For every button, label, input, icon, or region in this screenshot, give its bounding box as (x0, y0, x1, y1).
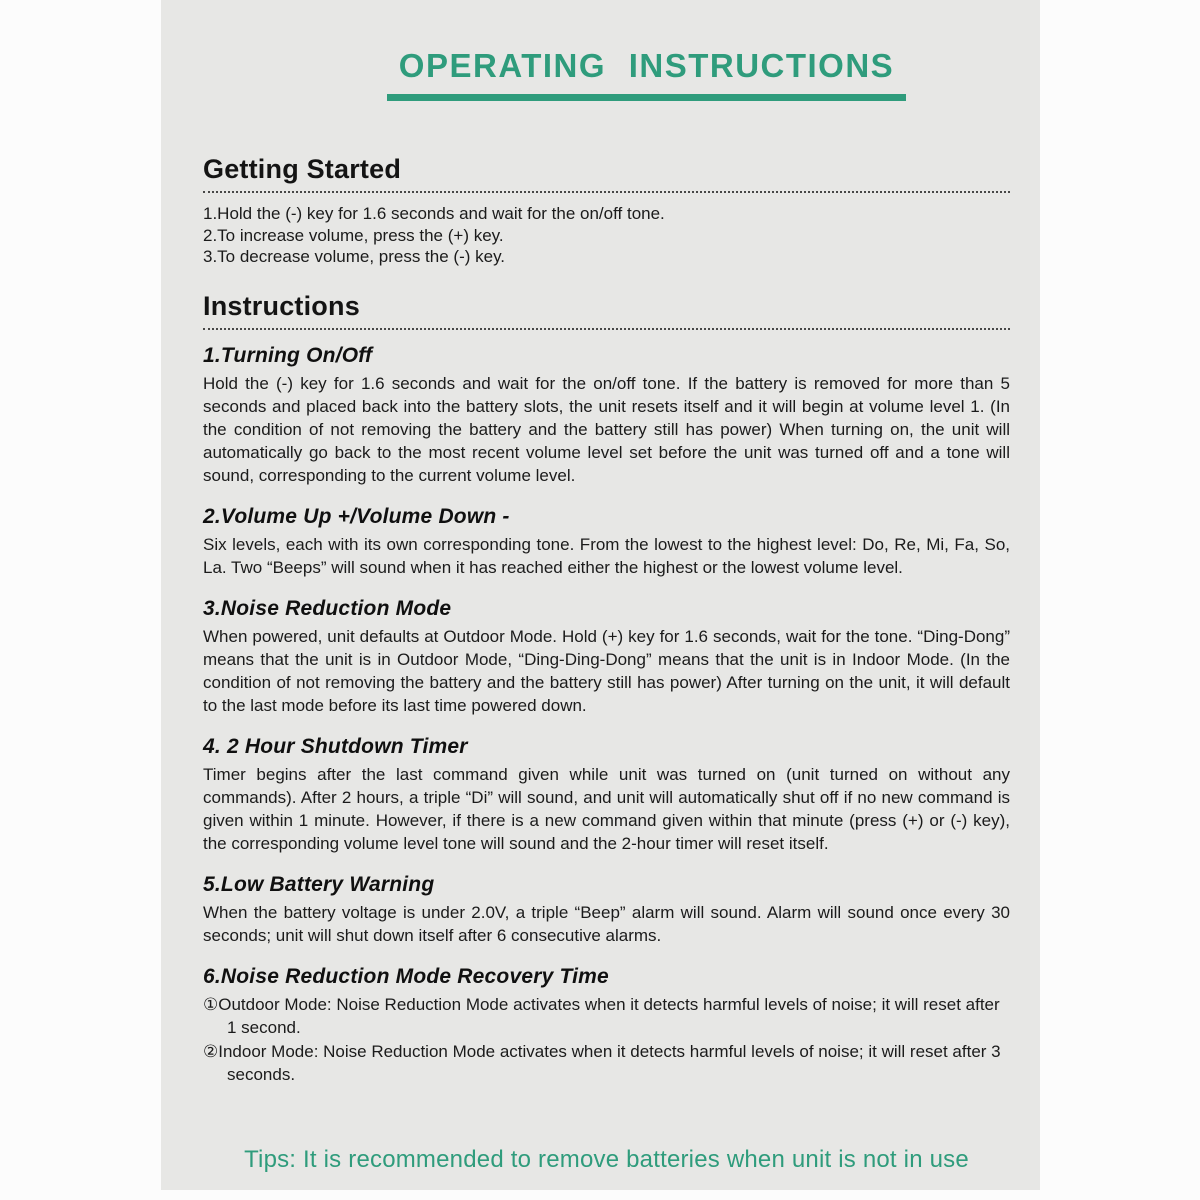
getting-started-heading: Getting Started (203, 153, 1010, 193)
section-body-turning-on-off: Hold the (-) key for 1.6 seconds and wait for the on/off tone. If the battery is removed for more than 5 seconds and placed back into the battery slots, the unit resets itself and it will begin at volume level 1. (In the condition of not removing the battery and the battery still has power) When turning on, the unit will automatically go back to the most recent volume level set before the unit was turned off and a tone will sound, corresponding to the current volume level. (203, 373, 1010, 485)
section-body-low-battery-warning: When the battery voltage is under 2.0V, a triple “Beep” alarm will sound. Alarm will sound once every 30 seconds; unit will shut down itself after 6 consecutive alarms. (203, 902, 1010, 945)
section-title-shutdown-timer: 4. 2 Hour Shutdown Timer (203, 734, 468, 758)
list-item: 1.Hold the (-) key for 1.6 seconds and wait for the on/off tone. (203, 204, 665, 223)
recovery-item-outdoor-mode: ①Outdoor Mode: Noise Reduction Mode activates when it detects harmful levels of noise; it will reset after 1 second. (203, 994, 1000, 1037)
manual-page (161, 0, 1040, 1190)
tips-note: Tips: It is recommended to remove batteries when unit is not in use (244, 1145, 969, 1173)
list-item: 2.To increase volume, press the (+) key. (203, 225, 504, 245)
section-title-turning-on-off: 1.Turning On/Off (203, 343, 373, 367)
recovery-item-indoor-mode: ②Indoor Mode: Noise Reduction Mode activates when it detects harmful levels of noise; it will reset after 3 seconds. (203, 1041, 1001, 1084)
section-body-volume-up-down: Six levels, each with its own corresponding tone. From the lowest to the highest level: Do, Re, Mi, Fa, So, La. Two “Beeps” will sound when it has reached either the highest or the lowest volume level. (203, 534, 1010, 577)
list-item: 3.To decrease volume, press the (-) key. (203, 247, 506, 266)
section-title-recovery-time: 6.Noise Reduction Mode Recovery Time (203, 964, 609, 988)
page-title: OPERATING INSTRUCTIONS (387, 46, 906, 101)
section-body-shutdown-timer: Timer begins after the last command given while unit was turned on (unit turned on without any commands). After 2 hours, a triple “Di” will sound, and unit will automatically shut off if no new command is given within 1 minute. However, if there is a new command given within that minute (press (+) or (-) key), the corresponding volume level tone will sound and the 2-hour timer will reset itself. (203, 764, 1010, 853)
section-title-noise-reduction-mode: 3.Noise Reduction Mode (203, 596, 452, 620)
getting-started-list (203, 203, 1010, 268)
section-title-volume-up-down: 2.Volume Up +/Volume Down - (203, 504, 510, 528)
instructions-heading: Instructions (203, 290, 1010, 330)
section-body-noise-reduction-mode: When powered, unit defaults at Outdoor Mode. Hold (+) key for 1.6 seconds, wait for the tone. “Ding-Dong” means that the unit is in Outdoor Mode, “Ding-Ding-Dong” means that the unit is in Indoor Mode. (In the condition of not removing the battery and the battery still has power) After turning on the unit, it will default to the last mode before its last time powered down. (203, 626, 1010, 715)
section-title-low-battery-warning: 5.Low Battery Warning (203, 872, 435, 896)
title-block (203, 46, 1010, 101)
